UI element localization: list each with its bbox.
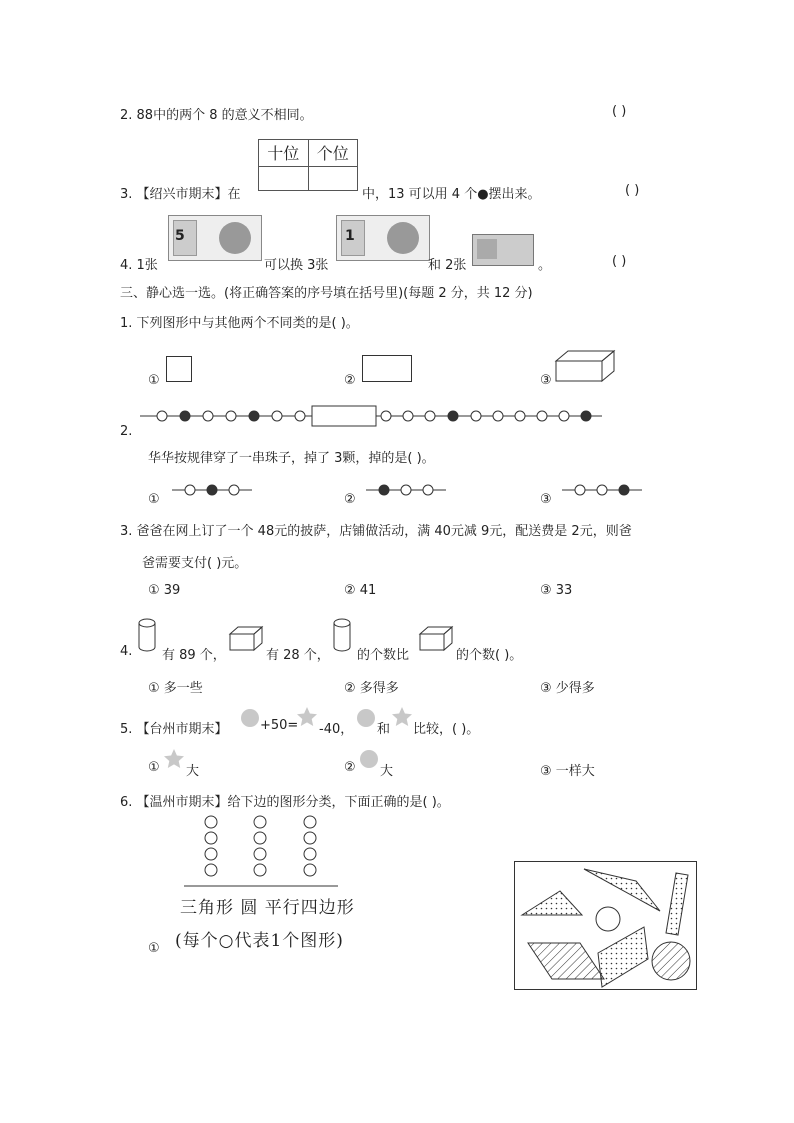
choice-4-t2: 有 28 个， (266, 648, 330, 663)
question-4-part1: 4. 1张 (120, 258, 158, 273)
tens-header: 十位 (259, 140, 309, 167)
cuboid-icon (230, 626, 264, 652)
gray-circle-icon (360, 750, 378, 768)
option-1-marker: ① (148, 760, 160, 775)
choice-4-t1: 有 89 个， (162, 648, 226, 663)
star-icon (164, 749, 184, 769)
two-jiao-note-image (472, 234, 534, 266)
bead-string (140, 406, 610, 426)
choice-2-text: 华华按规律穿了一串珠子，掉了 3颗，掉的是( )。 (148, 451, 435, 466)
choice-4-number: 4. (120, 644, 133, 659)
cylinder-icon (333, 618, 353, 654)
option-3: ③ 33 (540, 583, 573, 598)
option-2-marker: ② (344, 492, 356, 507)
star-icon (297, 707, 317, 727)
question-4-part4: 。 (538, 258, 552, 273)
answer-paren: ( ) (612, 254, 627, 269)
answer-paren: ( ) (625, 183, 640, 198)
option-2-suffix: 大 (380, 764, 394, 779)
question-3-suffix: 中，13 可以用 4 个●摆出来。 (362, 187, 541, 202)
option-1-suffix: 大 (186, 764, 200, 779)
choice-1-text: 1. 下列图形中与其他两个不同类的是( )。 (120, 316, 359, 331)
choice-3-line2: 爸需要支付( )元。 (142, 556, 248, 571)
choice-2-number: 2. (120, 424, 133, 439)
choice-3-line1: 3. 爸爸在网上订了一个 48元的披萨，店铺做活动，满 40元减 9元，配送费是 2元，则爸 (120, 524, 632, 539)
shapes-box (514, 861, 698, 991)
tally-labels: 三角形 圆 平行四边形 (180, 898, 355, 918)
choice-5-t1: +50= (260, 718, 299, 733)
rectangle-shape (362, 355, 412, 382)
section-3-title: 三、静心选一选。(将正确答案的序号填在括号里)(每题 2 分，共 12 分) (120, 286, 533, 301)
note-denomination: 1 (345, 228, 355, 244)
choice-5-t4: 比较，( )。 (413, 722, 480, 737)
choice-6-text: 6. 【温州市期末】给下边的图形分类，下面正确的是( )。 (120, 795, 450, 810)
question-3-prefix: 3. 【绍兴市期末】在 (120, 187, 241, 202)
option-1-marker: ① (148, 373, 160, 388)
question-2-text: 2. 88中的两个 8 的意义不相同。 (120, 108, 313, 123)
choice-5-prefix: 5. 【台州市期末】 (120, 722, 228, 737)
bead-option-2 (366, 483, 448, 497)
option-3: ③ 一样大 (540, 764, 595, 779)
option-3-marker: ③ (540, 492, 552, 507)
question-4-part2: 可以换 3张 (264, 258, 329, 273)
bead-option-1 (172, 483, 254, 497)
choice-4-t3: 的个数比 (357, 648, 410, 663)
gray-circle-icon (357, 709, 375, 727)
star-icon (392, 707, 412, 727)
tally-chart (180, 814, 340, 890)
tally-legend: (每个○代表1个图形) (175, 931, 344, 951)
option-2: ② 多得多 (344, 681, 399, 696)
option-3: ③ 少得多 (540, 681, 595, 696)
option-3-marker: ③ (540, 373, 552, 388)
bead-option-3 (562, 483, 644, 497)
ones-header: 个位 (308, 140, 358, 167)
option-2-marker: ② (344, 760, 356, 775)
question-4-part3: 和 2张 (428, 258, 467, 273)
option-1-marker: ① (148, 941, 160, 956)
option-2-marker: ② (344, 373, 356, 388)
answer-paren: ( ) (612, 104, 627, 119)
choice-4-t4: 的个数( )。 (456, 648, 523, 663)
portrait-icon (219, 222, 251, 254)
option-1-marker: ① (148, 492, 160, 507)
cylinder-icon (138, 618, 158, 654)
note-denomination: 5 (175, 228, 185, 244)
one-yuan-note-image (336, 215, 430, 261)
place-value-table (258, 139, 358, 191)
option-1: ① 多一些 (148, 681, 203, 696)
square-shape (166, 356, 192, 382)
choice-5-t3: 和 (377, 722, 391, 737)
option-1: ① 39 (148, 583, 181, 598)
five-yuan-note-image (168, 215, 262, 261)
portrait-icon (387, 222, 419, 254)
cuboid-shape (556, 349, 616, 385)
cuboid-icon (420, 626, 454, 652)
choice-5-t2: -40， (319, 722, 354, 737)
gray-circle-icon (241, 709, 259, 727)
option-2: ② 41 (344, 583, 377, 598)
